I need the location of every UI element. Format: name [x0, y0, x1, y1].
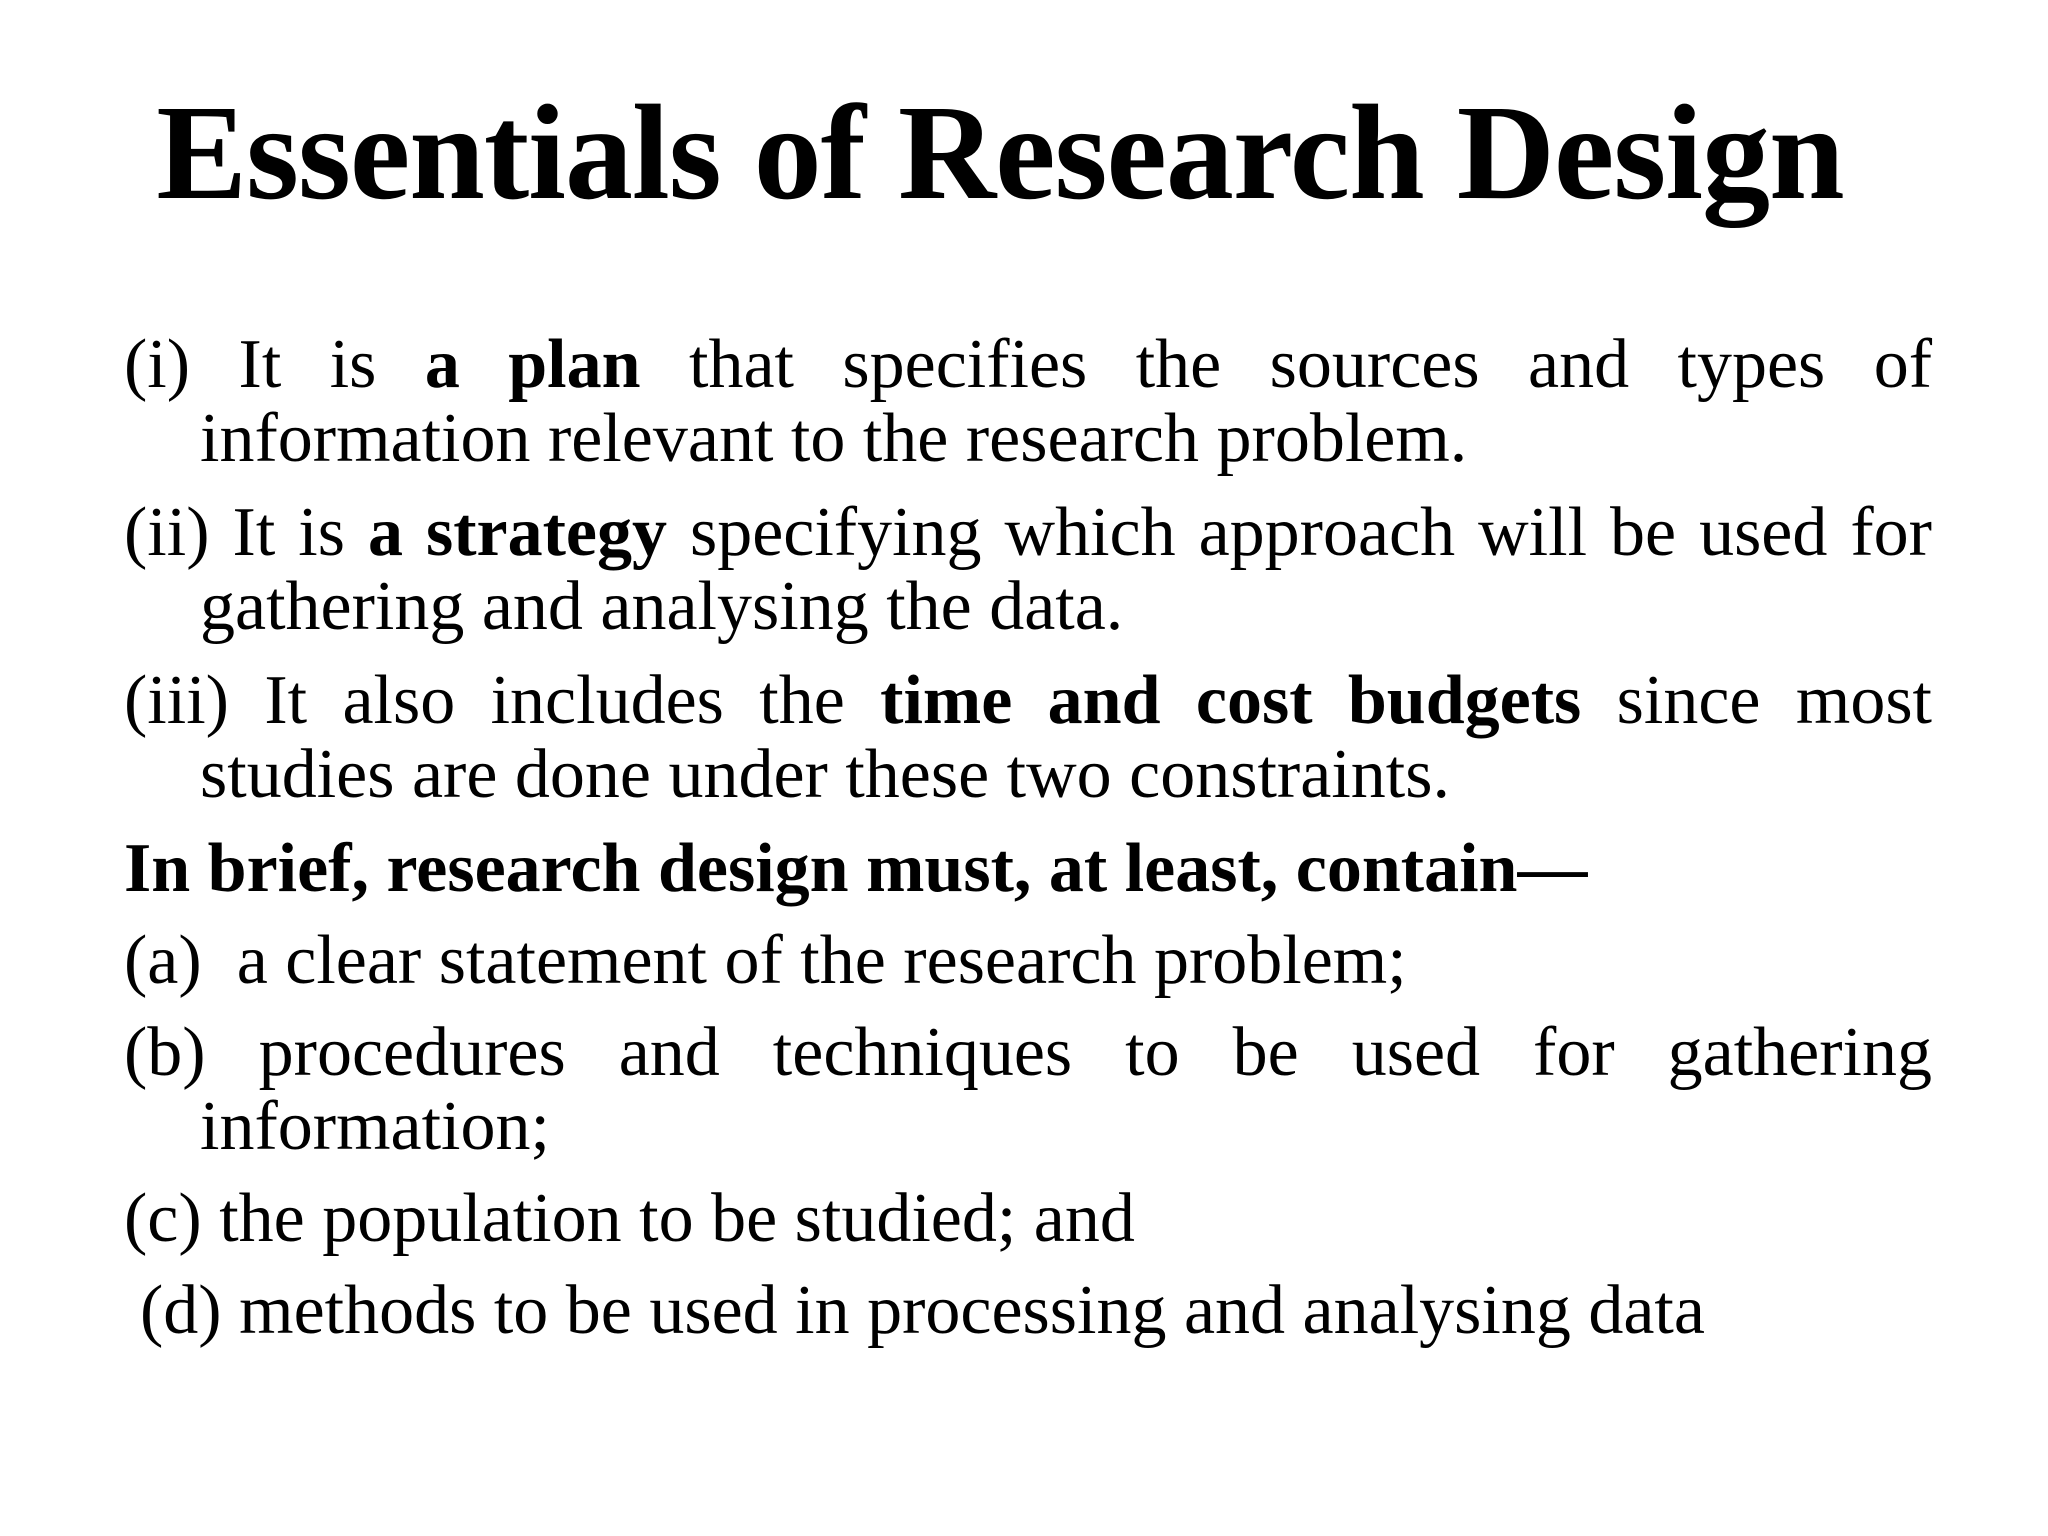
list-marker: (a): [124, 922, 202, 999]
list-item-c: [124, 1182, 1932, 1256]
point-marker: (i): [124, 326, 191, 403]
list-item-a: [124, 924, 1932, 998]
list-item-b: [124, 1016, 1932, 1164]
slide-body: [124, 328, 1932, 1348]
point-text-pre: It also includes the: [228, 662, 881, 739]
point-ii: [124, 496, 1932, 644]
point-text-post: specifying which approach will be used for gathering and analysing the data.: [200, 494, 1932, 645]
point-marker: (iii): [124, 662, 229, 739]
point-text-post: that specifies the sources and types of information relevant to the research problem.: [200, 326, 1933, 477]
list-text: the population to be studied; and: [201, 1180, 1135, 1257]
point-key-phrase: a strategy: [367, 494, 667, 571]
lead-statement: In brief, research design must, at least, contain—: [124, 830, 1588, 907]
point-i: [124, 328, 1932, 476]
point-marker: (ii): [124, 494, 210, 571]
list-marker: (b): [124, 1014, 206, 1091]
list-item-d: [124, 1274, 1932, 1348]
point-text-post: since most studies are done under these two constraints.: [200, 662, 1933, 813]
list-text: methods to be used in processing and analysing data: [221, 1272, 1705, 1349]
list-text: a clear statement of the research problem;: [201, 922, 1407, 999]
point-key-phrase: a plan: [424, 326, 641, 403]
slide-title: Essentials of Research Design: [156, 78, 1844, 228]
point-text-pre: It is: [209, 494, 368, 571]
point-text-pre: It is: [190, 326, 425, 403]
list-marker: (c): [124, 1180, 202, 1257]
point-iii: [124, 664, 1932, 812]
list-marker: (d): [140, 1272, 222, 1349]
list-text: procedures and techniques to be used for gathering information;: [200, 1014, 1932, 1165]
point-key-phrase: time and cost budgets: [880, 662, 1582, 739]
